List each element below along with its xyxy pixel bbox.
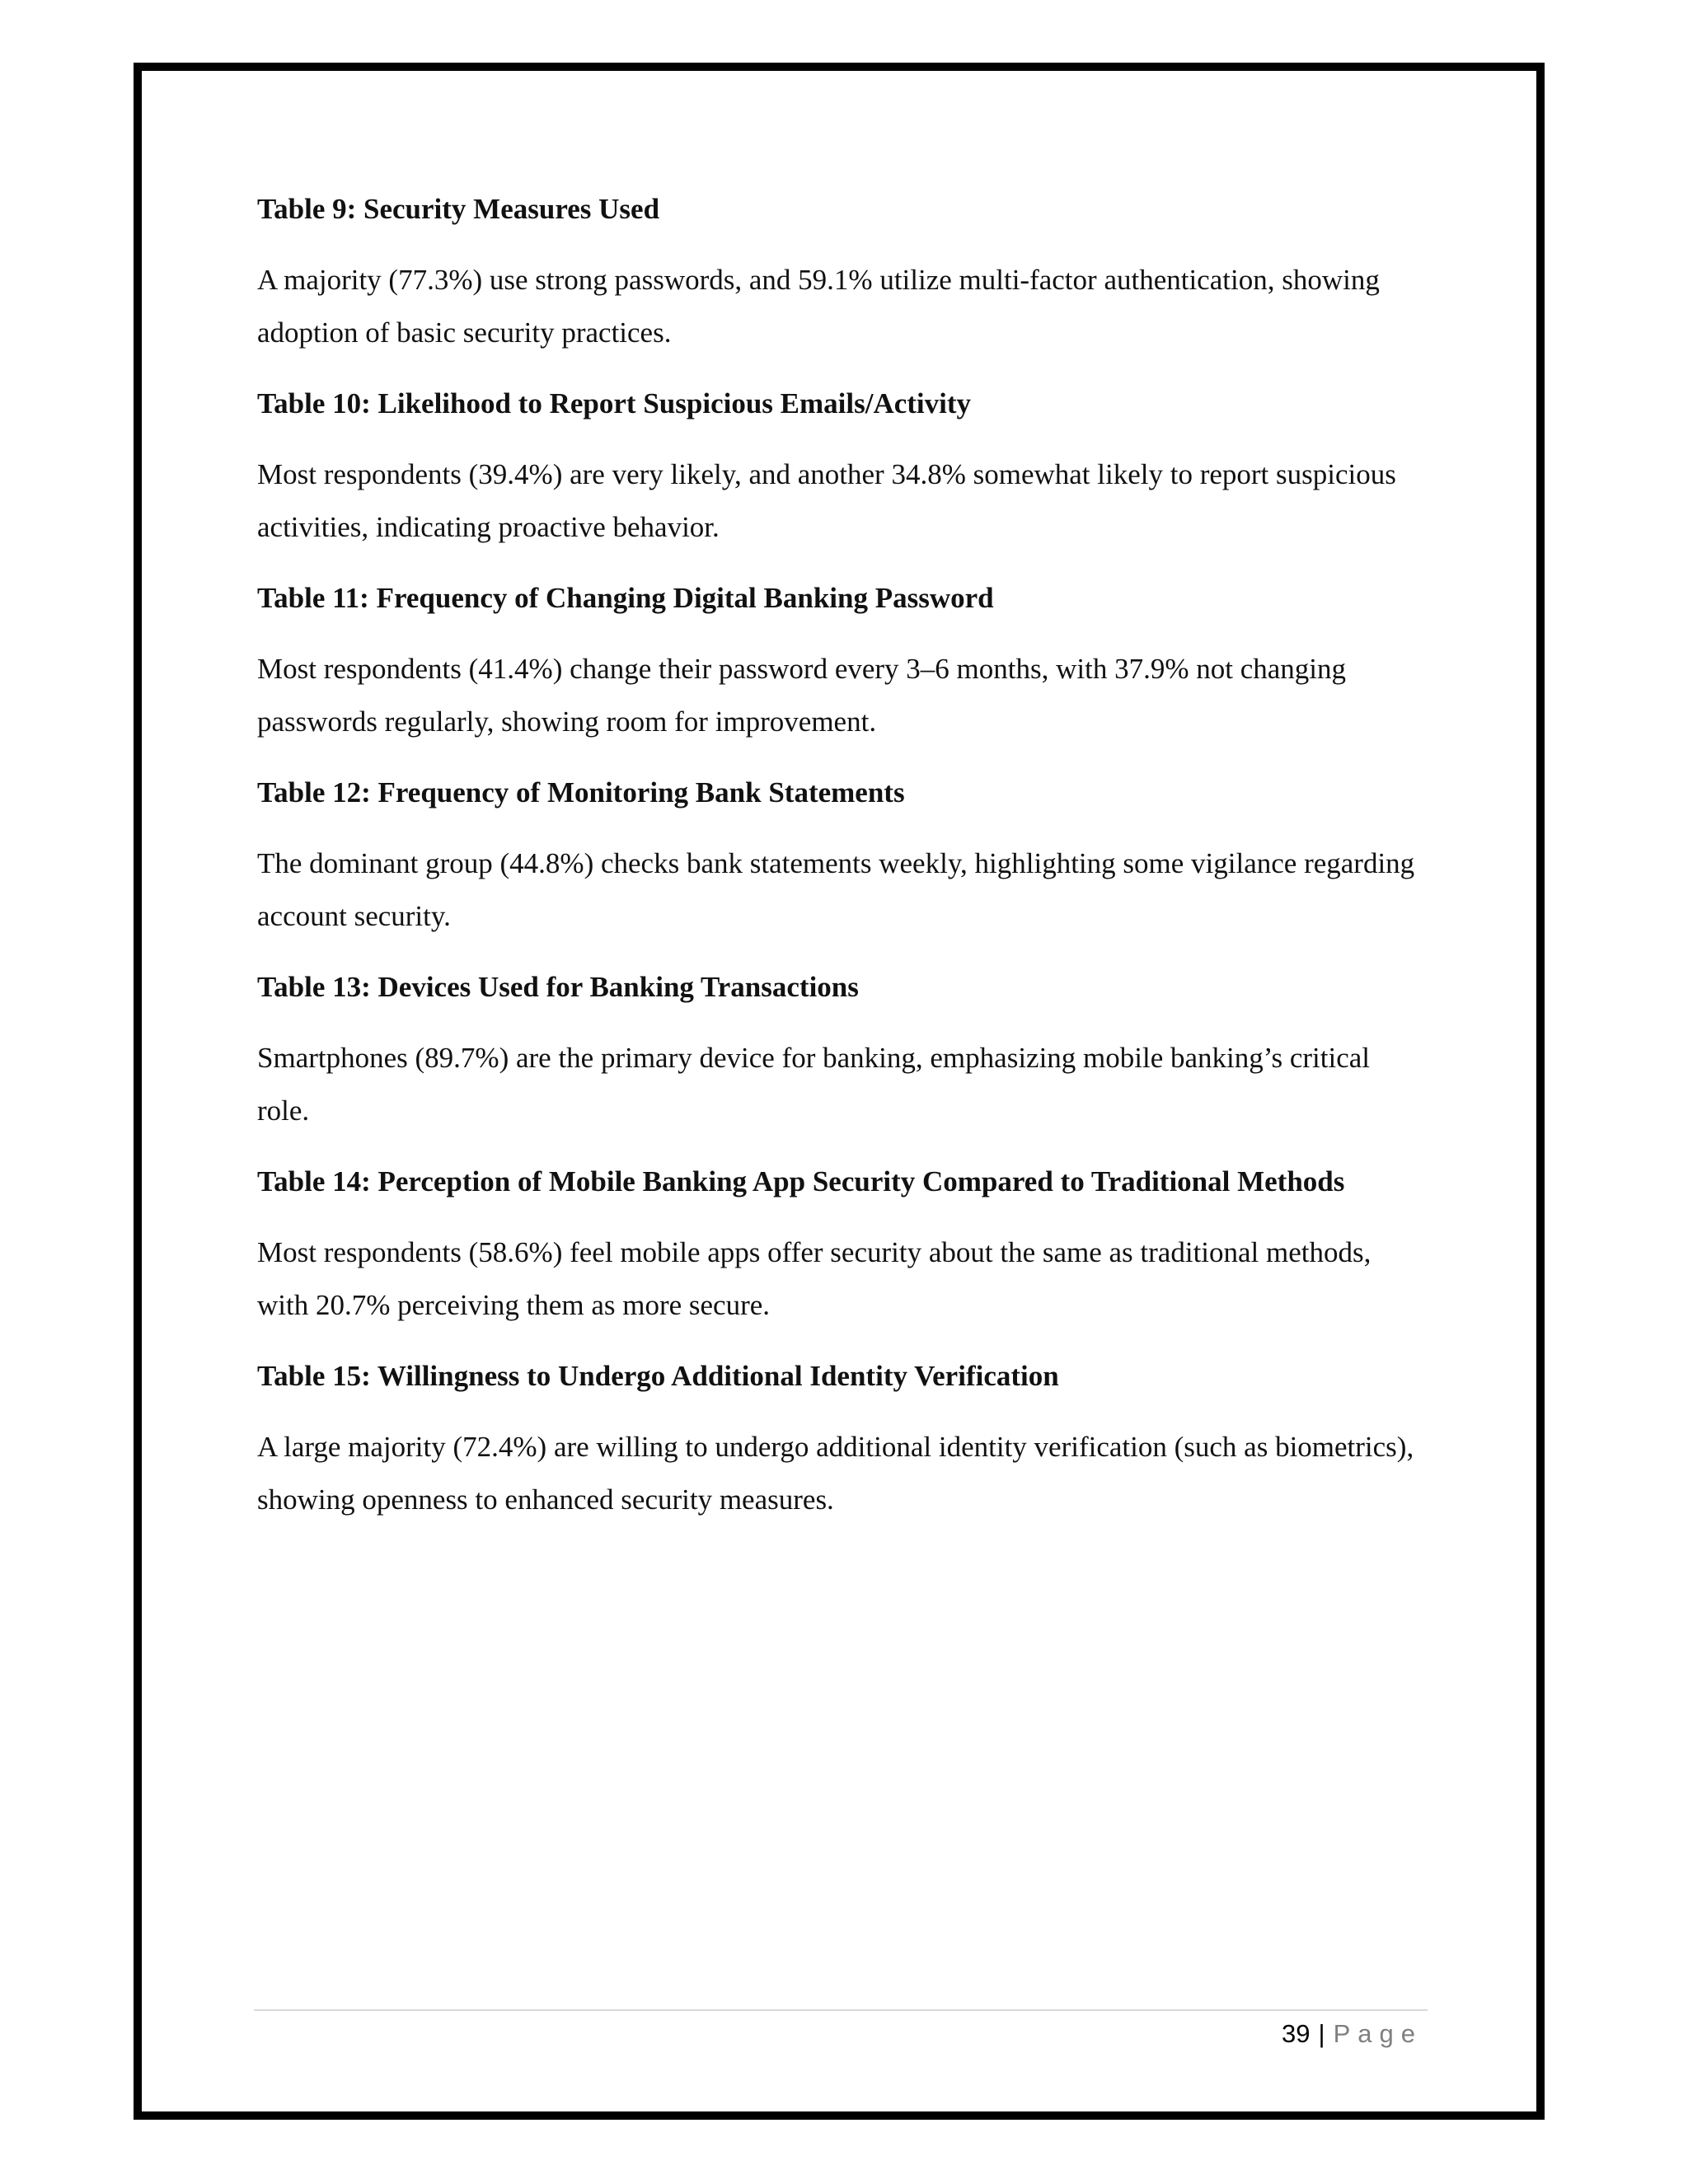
section-heading: Table 14: Perception of Mobile Banking App Security Compared to Traditional Methods [257, 1165, 1345, 1197]
document-content [257, 183, 1428, 1544]
section-table-10 [257, 377, 1428, 554]
section-table-15 [257, 1350, 1428, 1526]
page-label: Page [1333, 2019, 1423, 2048]
footer-divider [254, 2009, 1428, 2011]
page-number-footer [1282, 2016, 1423, 2052]
section-body: Smartphones (89.7%) are the primary device for banking, emphasizing mobile banking’s critical role. [257, 1042, 1371, 1127]
section-table-14 [257, 1155, 1428, 1332]
page-number: 39 [1282, 2019, 1311, 2048]
section-heading: Table 10: Likelihood to Report Suspicious Emails/Activity [257, 387, 972, 419]
section-table-12 [257, 766, 1428, 943]
section-heading: Table 9: Security Measures Used [257, 193, 660, 225]
section-heading: Table 15: Willingness to Undergo Additional Identity Verification [257, 1360, 1059, 1392]
section-table-9 [257, 183, 1428, 359]
section-table-11 [257, 572, 1428, 748]
page-number-separator: | [1318, 2019, 1325, 2048]
section-table-13 [257, 961, 1428, 1137]
section-body: A large majority (72.4%) are willing to undergo additional identity verification (such as biometrics), showing openness to enhanced security measures. [257, 1431, 1414, 1516]
section-body: Most respondents (58.6%) feel mobile apps offer security about the same as traditional methods, with 20.7% perceiving them as more secure. [257, 1236, 1372, 1321]
section-body: A majority (77.3%) use strong passwords, and 59.1% utilize multi-factor authentication, showing adoption of basic security practices. [257, 264, 1380, 349]
section-heading: Table 12: Frequency of Monitoring Bank Statements [257, 776, 905, 808]
section-heading: Table 13: Devices Used for Banking Transactions [257, 971, 859, 1003]
section-heading: Table 11: Frequency of Changing Digital Banking Password [257, 582, 994, 614]
section-body: Most respondents (39.4%) are very likely, and another 34.8% somewhat likely to report suspicious activities, indicating proactive behavior. [257, 458, 1396, 543]
section-body: Most respondents (41.4%) change their password every 3–6 months, with 37.9% not changing passwords regularly, showing room for improvement. [257, 653, 1347, 738]
section-body: The dominant group (44.8%) checks bank statements weekly, highlighting some vigilance regarding account security. [257, 847, 1415, 932]
